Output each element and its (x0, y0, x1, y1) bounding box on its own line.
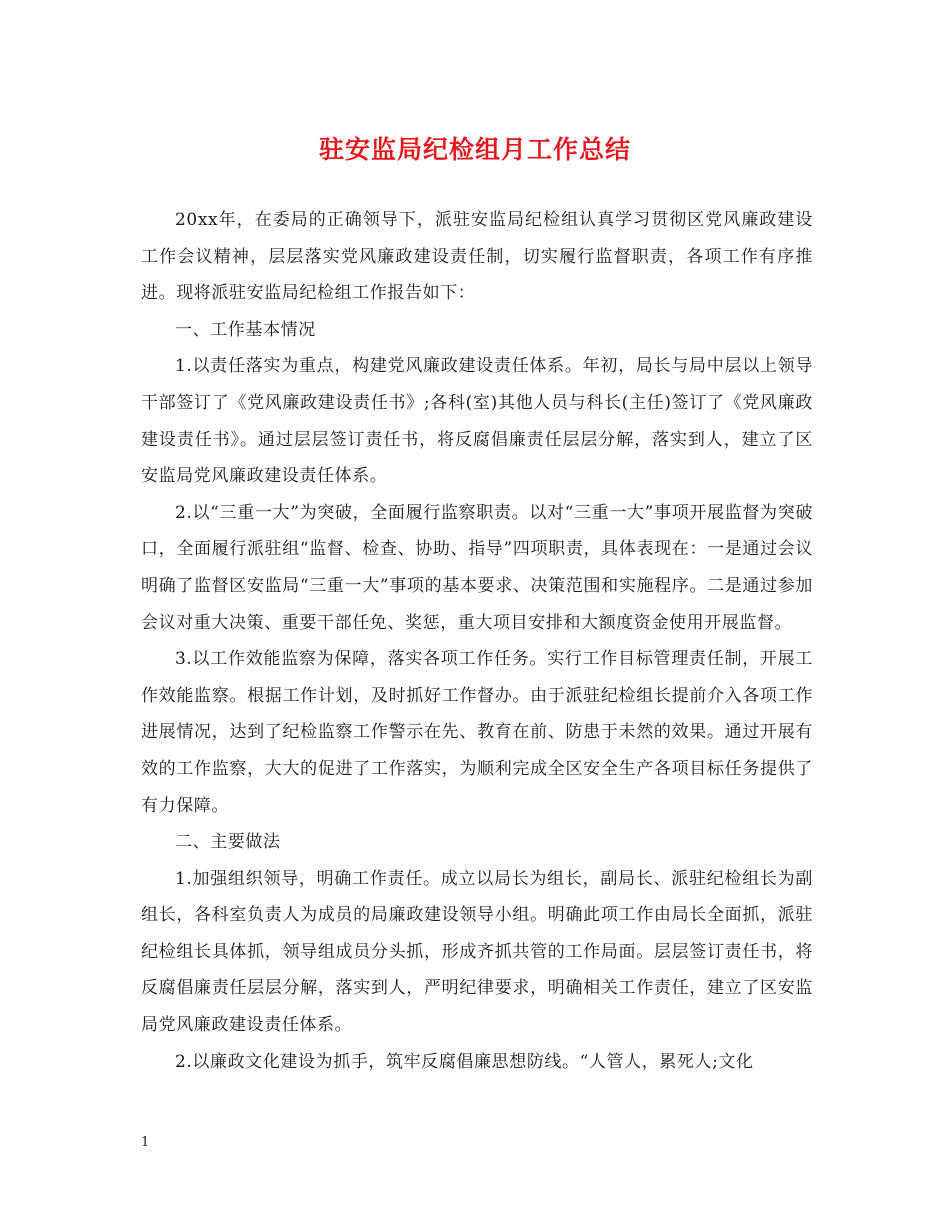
section-heading-1: 一、工作基本情况 (175, 319, 316, 340)
page-number: 1 (141, 1135, 150, 1150)
paragraph-2-2: 2.以廉政文化建设为抓手，筑牢反腐倡廉思想防线。“人管人，累死人;文化 (175, 1051, 754, 1072)
paragraph-1-3: 3.以工作效能监察为保障，落实各项工作任务。实行工作目标管理责任制，开展工作效能监察。根据工作计划，及时抓好工作督办。由于派驻纪检组长提前介入各项工作进展情况，达到了纪检监察工作警示在先、教育在前、防患于未然的效果。通过开展有效的工作监察，大大的促进了工作落实，为顺利完成全区安全生产各项目标任务提供了有力保障。 (141, 649, 813, 816)
document-title: 驻安监局纪检组月工作总结 (318, 135, 631, 164)
paragraph-1-1: 1.以责任落实为重点，构建党风廉政建设责任体系。年初，局长与局中层以上领导干部签订了《党风廉政建设责任书》;各科(室)其他人员与科长(主任)签订了《党风廉政建设责任书》。通过层层签订责任书，将反腐倡廉责任层层分解，落实到人，建立了区安监局党风廉政建设责任体系。 (141, 356, 813, 487)
paragraph-1-2: 2.以“三重一大”为突破，全面履行监察职责。以对“三重一大”事项开展监督为突破口，全面履行派驻组“监督、检查、协助、指导”四项职责，具体表现在：一是通过会议明确了监督区安监局“三重一大”事项的基本要求、决策范围和实施程序。二是通过参加会议对重大决策、重要干部任免、奖惩，重大项目安排和大额度资金使用开展监督。 (141, 502, 813, 633)
paragraph-intro: 20xx年，在委局的正确领导下，派驻安监局纪检组认真学习贯彻区党风廉政建设工作会议精神，层层落实党风廉政建设责任制，切实履行监督职责，各项工作有序推进。现将派驻安监局纪检组工作报告如下： (141, 210, 813, 304)
paragraph-2-1: 1.加强组织领导，明确工作责任。成立以局长为组长，副局长、派驻纪检组长为副组长，各科室负责人为成员的局廉政建设领导小组。明确此项工作由局长全面抓，派驻纪检组长具体抓，领导组成员分头抓，形成齐抓共管的工作局面。层层签订责任书，将反腐倡廉责任层层分解，落实到人，严明纪律要求，明确相关工作责任，建立了区安监局党风廉政建设责任体系。 (141, 868, 813, 1036)
document-body (141, 202, 813, 1080)
section-heading-2: 二、主要做法 (175, 832, 281, 853)
